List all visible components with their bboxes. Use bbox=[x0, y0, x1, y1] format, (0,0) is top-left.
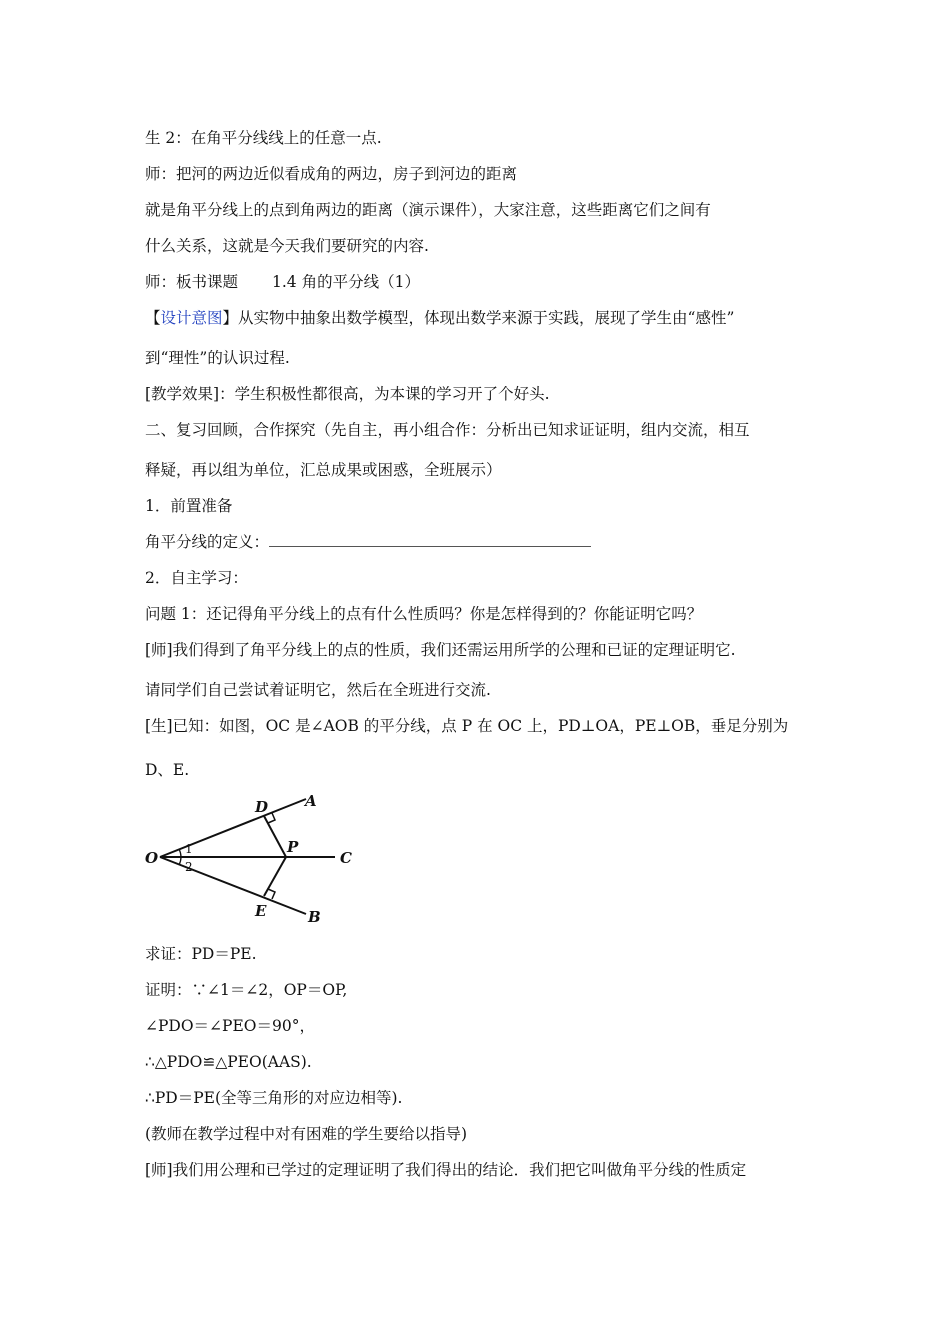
label-A: A bbox=[305, 792, 317, 810]
line-relation: 什么关系，这就是今天我们要研究的内容. bbox=[145, 237, 429, 255]
label-P: P bbox=[287, 838, 299, 856]
design-intent-keyword: 设计意图 bbox=[160, 309, 223, 327]
label-angle2: 2 bbox=[185, 860, 193, 874]
line-cognition: 到“理性”的认识过程. bbox=[145, 349, 290, 367]
label-E: E bbox=[255, 902, 267, 920]
proof-step3: ∴△PDO≌△PEO(AAS). bbox=[145, 1053, 312, 1071]
right-angle-E bbox=[268, 889, 275, 899]
item-self-study: 2．自主学习： bbox=[145, 569, 248, 587]
line-prove: 求证：PD＝PE. bbox=[145, 945, 257, 963]
label-angle1: 1 bbox=[185, 842, 193, 856]
line-question1: 问题 1：还记得角平分线上的点有什么性质吗？你是怎样得到的？你能证明它吗？ bbox=[145, 605, 703, 623]
line-property-theorem: [师]我们用公理和已学过的定理证明了我们得出的结论．我们把它叫做角平分线的性质定 bbox=[145, 1161, 747, 1179]
angle-bisector-figure bbox=[140, 790, 380, 930]
line-teacher-guide: (教师在教学过程中对有困难的学生要给以指导) bbox=[145, 1125, 468, 1143]
line-topic bbox=[145, 272, 420, 292]
topic-title: 1.4 角的平分线（1） bbox=[272, 273, 420, 291]
line-teaching-effect: [教学效果]：学生积极性都很高，为本课的学习开了个好头. bbox=[145, 385, 550, 403]
line-distance: 就是角平分线上的点到角两边的距离（演示课件），大家注意，这些距离它们之间有 bbox=[145, 201, 711, 219]
proof-step4: ∴PD＝PE(全等三角形的对应边相等). bbox=[145, 1089, 403, 1107]
line-student2: 生 2：在角平分线线上的任意一点. bbox=[145, 129, 382, 147]
definition-blank bbox=[269, 532, 591, 547]
line-teacher-river: 师：把河的两边近似看成角的两边，房子到河边的距离 bbox=[145, 165, 518, 183]
label-C: C bbox=[340, 849, 352, 867]
line-teacher-proof: [师]我们得到了角平分线上的点的性质，我们还需运用所学的公理和已证的定理证明它. bbox=[145, 641, 736, 659]
label-D: D bbox=[255, 798, 269, 816]
item-preparation: 1．前置准备 bbox=[145, 497, 233, 515]
line-design-intent bbox=[145, 308, 734, 328]
proof-step2: ∠PDO＝∠PEO＝90°， bbox=[145, 1017, 315, 1035]
section-two-heading: 二、复习回顾，合作探究（先自主，再小组合作：分析出已知求证证明，组内交流，相互 bbox=[145, 421, 750, 439]
proof-step1: 证明：∵∠1＝∠2，OP＝OP, bbox=[145, 981, 348, 999]
label-O: O bbox=[145, 849, 159, 867]
ray-OB bbox=[160, 857, 306, 914]
topic-label: 师：板书课题 bbox=[145, 273, 239, 291]
bracket-open: 【 bbox=[145, 309, 161, 327]
design-intent-text: 】从实物中抽象出数学模型，体现出数学来源于实践，展现了学生由“感性” bbox=[222, 309, 735, 327]
segment-PE bbox=[264, 857, 286, 896]
line-feet: D、E. bbox=[145, 761, 190, 779]
line-try-prove: 请同学们自己尝试着证明它，然后在全班进行交流. bbox=[145, 681, 491, 699]
segment-PD bbox=[264, 816, 286, 857]
definition-label: 角平分线的定义： bbox=[145, 533, 270, 551]
ray-OA bbox=[160, 799, 306, 857]
label-B: B bbox=[308, 908, 321, 926]
line-given: [生]已知：如图，OC 是∠AOB 的平分线，点 P 在 OC 上，PD⊥OA，PE⊥OB，垂足分别为 bbox=[145, 717, 789, 735]
line-definition bbox=[145, 532, 591, 552]
line-explain: 释疑，再以组为单位，汇总成果或困惑，全班展示） bbox=[145, 461, 502, 479]
